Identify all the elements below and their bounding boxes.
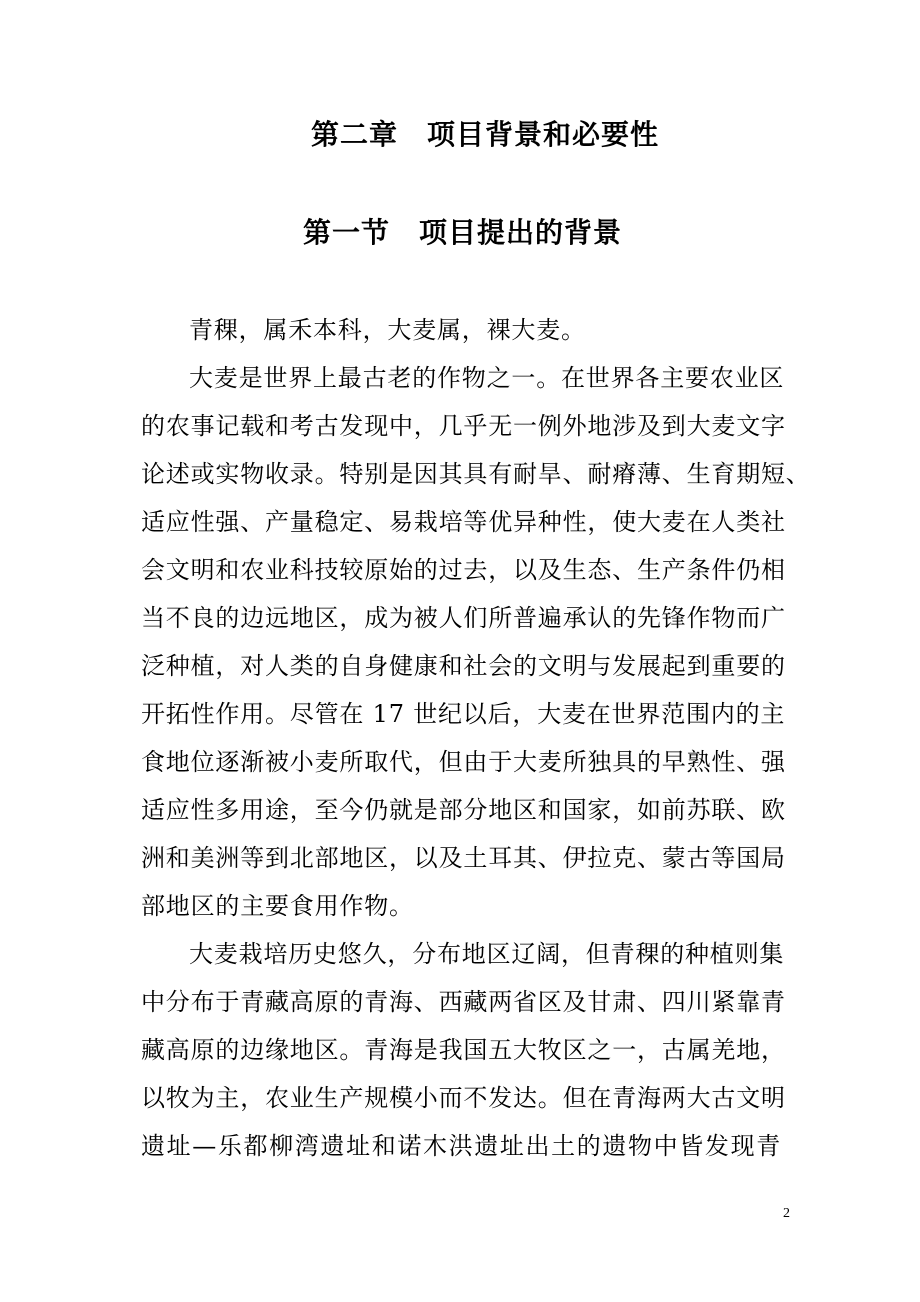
paragraph-2-line-11: 洲和美洲等到北部地区，以及土耳其、伊拉克、蒙古等国局 — [141, 844, 786, 872]
paragraph-2-line-3: 论述或实物收录。特别是因其具有耐旱、耐瘠薄、生育期短、 — [141, 460, 811, 488]
paragraph-2-line-4: 适应性强、产量稳定、易栽培等优异种性，使大麦在人类社 — [141, 508, 786, 536]
paragraph-2-line-6: 当不良的边远地区，成为被人们所普遍承认的先锋作物而广 — [141, 604, 786, 632]
paragraph-3-line-1: 大麦栽培历史悠久，分布地区辽阔，但青稞的种植则集 — [189, 940, 785, 968]
paragraph-2-line-10: 适应性多用途，至今仍就是部分地区和国家，如前苏联、欧 — [141, 796, 786, 824]
page-number: 2 — [783, 1206, 790, 1221]
paragraph-3-line-2: 中分布于青藏高原的青海、西藏两省区及甘肃、四川紧靠青 — [141, 988, 786, 1016]
paragraph-2-line-8: 开拓性作用。尽管在 17 世纪以后，大麦在世界范围内的主 — [141, 700, 786, 728]
paragraph-2-line-1: 大麦是世界上最古老的作物之一。在世界各主要农业区 — [189, 364, 785, 392]
paragraph-1-line-1: 青稞，属禾本科，大麦属，裸大麦。 — [189, 316, 586, 344]
paragraph-3-line-4: 以牧为主，农业生产规模小而不发达。但在青海两大古文明 — [141, 1084, 786, 1112]
paragraph-2-line-12: 部地区的主要食用作物。 — [141, 892, 414, 920]
paragraph-2-line-9: 食地位逐渐被小麦所取代，但由于大麦所独具的早熟性、强 — [141, 748, 786, 776]
paragraph-2-line-5: 会文明和农业科技较原始的过去，以及生态、生产条件仍相 — [141, 556, 786, 584]
paragraph-3-line-5: 遗址—乐都柳湾遗址和诺木洪遗址出土的遗物中皆发现青 — [141, 1132, 781, 1160]
paragraph-2-line-2: 的农事记载和考古发现中，几乎无一例外地涉及到大麦文字 — [141, 412, 786, 440]
chapter-title: 第二章 项目背景和必要性 — [310, 118, 659, 151]
section-title: 第一节 项目提出的背景 — [302, 216, 622, 249]
paragraph-3-line-3: 藏高原的边缘地区。青海是我国五大牧区之一，古属羌地， — [141, 1036, 786, 1064]
paragraph-2-line-7: 泛种植，对人类的自身健康和社会的文明与发展起到重要的 — [141, 652, 786, 680]
body-text — [141, 306, 811, 1170]
